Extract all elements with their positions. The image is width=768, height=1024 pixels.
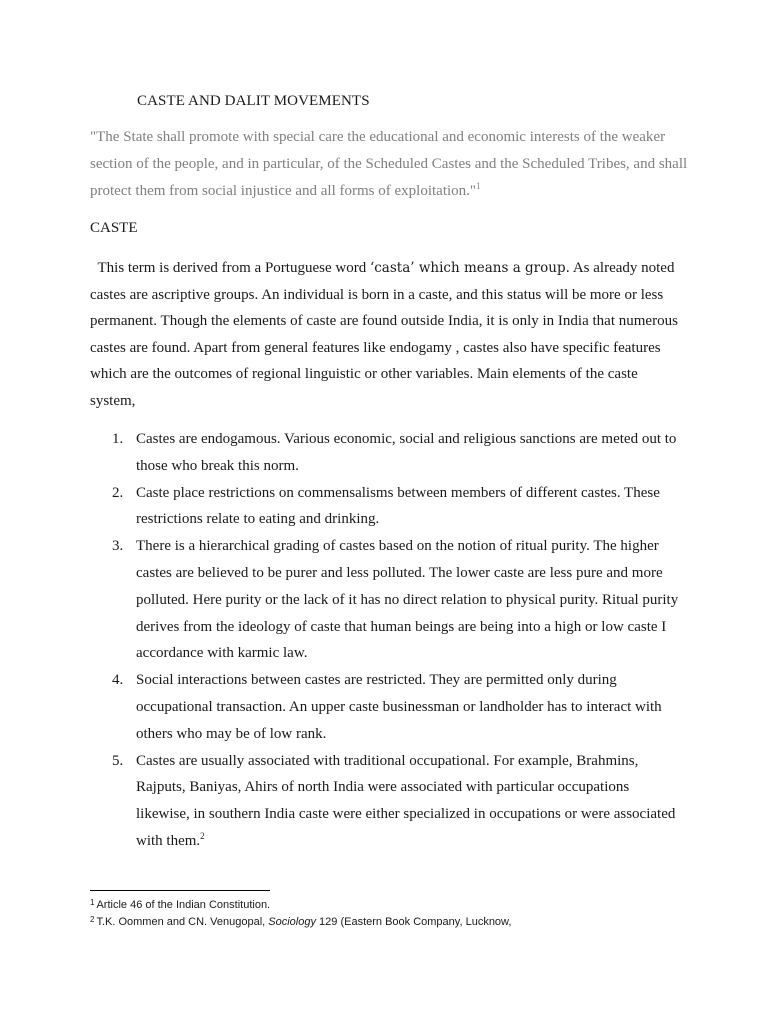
list-item — [90, 533, 686, 667]
list-item — [90, 426, 686, 480]
footnote-number: 1 — [90, 898, 95, 907]
list-text: Castes are endogamous. Various economic, social and religious sanctions are meted out to those who break this norm. — [136, 431, 677, 474]
footnote-ref-2[interactable]: 2 — [200, 830, 205, 841]
list-item — [90, 748, 686, 855]
document-title: CASTE AND DALIT MOVEMENTS — [137, 93, 370, 109]
list-text: There is a hierarchical grading of castes based on the notion of ritual purity. The higher castes are believed to be purer and less polluted. The lower caste are less pure and more polluted. Here purity or the lack of it has no direct relation to physical purity. Ritual purity derives from the ideology of caste that human beings are being into a high or low caste I accordance with karmic law. — [136, 538, 679, 662]
intro-paragraph — [90, 255, 686, 414]
list-text: Social interactions between castes are restricted. They are permitted only during occupational transaction. An upper caste businessman or landholder has to interact with others who may be of low rank. — [136, 672, 662, 742]
caste-elements-list — [90, 426, 686, 855]
constitution-quote — [90, 124, 690, 205]
intro-text-rest: As already noted castes are ascriptive groups. An individual is born in a caste, and this status will be more or less permanent. Though the elements of caste are found outside India, it is only in India that numerous castes are found. Apart from general features like endogamy , castes also have specific features which are the outcomes of regional linguistic or other variables. Main elements of the caste system, — [90, 260, 678, 409]
footnote-book-title: Sociology — [268, 916, 316, 928]
footnote-ref-1[interactable]: 1 — [476, 181, 481, 191]
section-heading-caste: CASTE — [90, 220, 138, 236]
list-text: Castes are usually associated with traditional occupational. For example, Brahmins, Rajputs, Baniyas, Ahirs of north India were associated with particular occupations likewise, in southern India caste were either specialized in occupations or were associated with them. — [136, 752, 676, 849]
footnote-text: T.K. Oommen and CN. Venugopal, — [96, 916, 269, 928]
footnote-number: 2 — [90, 915, 95, 924]
footnote-1 — [90, 897, 690, 914]
list-text: Caste place restrictions on commensalisms between members of different castes. These restrictions relate to eating and drinking. — [136, 484, 660, 528]
list-number: 2. — [112, 484, 124, 501]
footnotes — [90, 897, 690, 931]
list-number: 1. — [112, 431, 124, 447]
list-item — [90, 480, 686, 534]
intro-text-start: This term is derived from a Portuguese word — [97, 260, 370, 276]
intro-text-casta: ‘casta’ which means a group. — [369, 260, 570, 276]
footnote-text-end: 129 (Eastern Book Company, Lucknow, — [315, 916, 512, 928]
footnote-text: Article 46 of the Indian Constitution. — [96, 899, 271, 911]
footnote-divider — [90, 890, 270, 891]
list-number: 4. — [112, 672, 124, 689]
quote-text: "The State shall promote with special care the educational and economic interests of the weaker section of the people, and in particular, of the Scheduled Castes and the Scheduled Tribes, and shall protect them from social injustice and all forms of exploitation." — [90, 129, 688, 199]
list-number: 3. — [112, 538, 124, 555]
list-item — [90, 667, 686, 747]
list-number: 5. — [112, 752, 124, 769]
footnote-2 — [90, 914, 690, 931]
